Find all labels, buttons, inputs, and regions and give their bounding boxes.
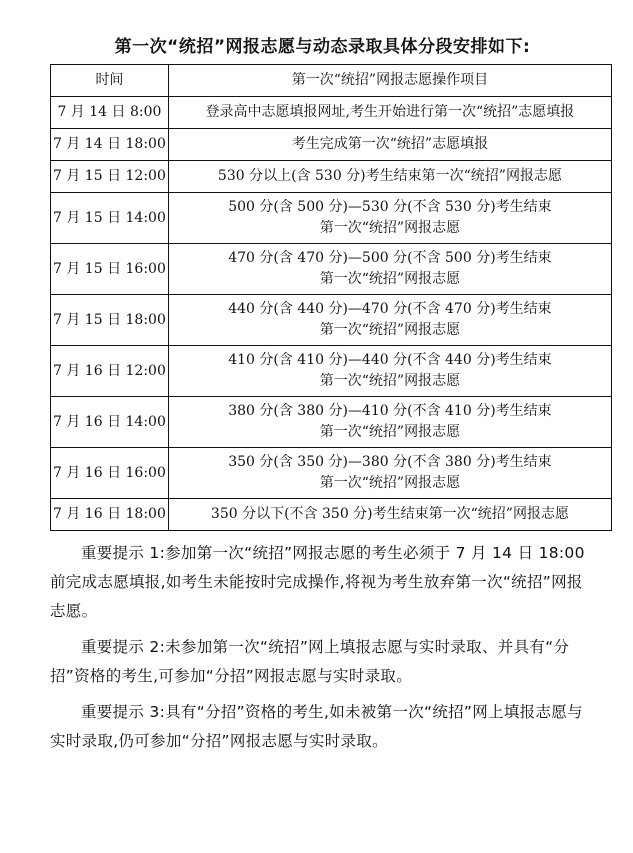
row-operation-line: 第一次“统招”网报志愿 [319,424,461,440]
schedule-body [51,97,612,531]
row-time: 7 月 15 日 12:00 [51,161,169,193]
row-operation [168,397,611,448]
table-row [51,97,612,129]
row-operation-line: 440 分(含 440 分)—470 分(不含 470 分)考生结束 [228,301,552,317]
row-operation [168,499,611,531]
table-row [51,499,612,531]
row-time: 7 月 14 日 18:00 [51,129,169,161]
header-time: 时间 [51,65,169,97]
schedule-table [50,64,612,531]
row-operation [168,448,611,499]
header-operation: 第一次“统招”网报志愿操作项目 [168,65,611,97]
important-note-3: 重要提示 3:具有“分招”资格的考生,如未被第一次“统招”网上填报志愿与实时录取,仍可参加“分招”网报志愿与实时录取。 [50,703,583,750]
table-row [51,397,612,448]
row-time: 7 月 16 日 14:00 [51,397,169,448]
row-operation [168,244,611,295]
row-operation [168,295,611,346]
row-operation-line: 500 分(含 500 分)—530 分(不含 530 分)考生结束 [228,199,552,215]
table-row [51,161,612,193]
row-operation-line: 第一次“统招”网报志愿 [319,220,461,236]
row-operation-line: 470 分(含 470 分)—500 分(不含 500 分)考生结束 [228,250,552,266]
row-operation-line: 第一次“统招”网报志愿 [319,271,461,287]
row-operation [168,129,611,161]
row-operation-line: 410 分(含 410 分)—440 分(不含 440 分)考生结束 [228,352,552,368]
row-time: 7 月 16 日 18:00 [51,499,169,531]
row-operation-line: 380 分(含 380 分)—410 分(不含 410 分)考生结束 [228,403,552,419]
row-time: 7 月 15 日 16:00 [51,244,169,295]
row-time: 7 月 16 日 16:00 [51,448,169,499]
row-operation-line: 登录高中志愿填报网址,考生开始进行第一次“统招”志愿填报 [205,104,575,120]
table-row [51,295,612,346]
row-operation-line: 350 分以下(不含 350 分)考生结束第一次“统招”网报志愿 [210,506,569,522]
row-operation-line: 第一次“统招”网报志愿 [319,373,461,389]
row-time: 7 月 16 日 12:00 [51,346,169,397]
row-time: 7 月 15 日 14:00 [51,193,169,244]
table-header-row [51,65,612,97]
row-time: 7 月 15 日 18:00 [51,295,169,346]
important-note-2: 重要提示 2:未参加第一次“统招”网上填报志愿与实时录取、并具有“分招”资格的考生,可参加“分招”网报志愿与实时录取。 [50,638,570,685]
table-row [51,244,612,295]
important-note-1: 重要提示 1:参加第一次“统招”网报志愿的考生必须于 7 月 14 日 18:00 前完成志愿填报,如考生未能按时完成操作,将视为考生放弃第一次“统招”网报志愿。 [50,544,585,620]
document-title: 第一次“统招”网报志愿与动态录取具体分段安排如下: [114,37,531,57]
row-operation-line: 第一次“统招”网报志愿 [319,322,461,338]
row-time: 7 月 14 日 8:00 [51,97,169,129]
row-operation-line: 350 分(含 350 分)—380 分(不含 380 分)考生结束 [228,454,552,470]
table-row [51,448,612,499]
notes-section [50,539,595,756]
row-operation [168,346,611,397]
table-row [51,193,612,244]
row-operation-line: 第一次“统招”网报志愿 [319,475,461,491]
table-row [51,346,612,397]
row-operation [168,97,611,129]
table-row [51,129,612,161]
row-operation-line: 530 分以上(含 530 分)考生结束第一次“统招”网报志愿 [217,168,562,184]
row-operation [168,161,611,193]
row-operation-line: 考生完成第一次“统招”志愿填报 [291,136,489,152]
row-operation [168,193,611,244]
